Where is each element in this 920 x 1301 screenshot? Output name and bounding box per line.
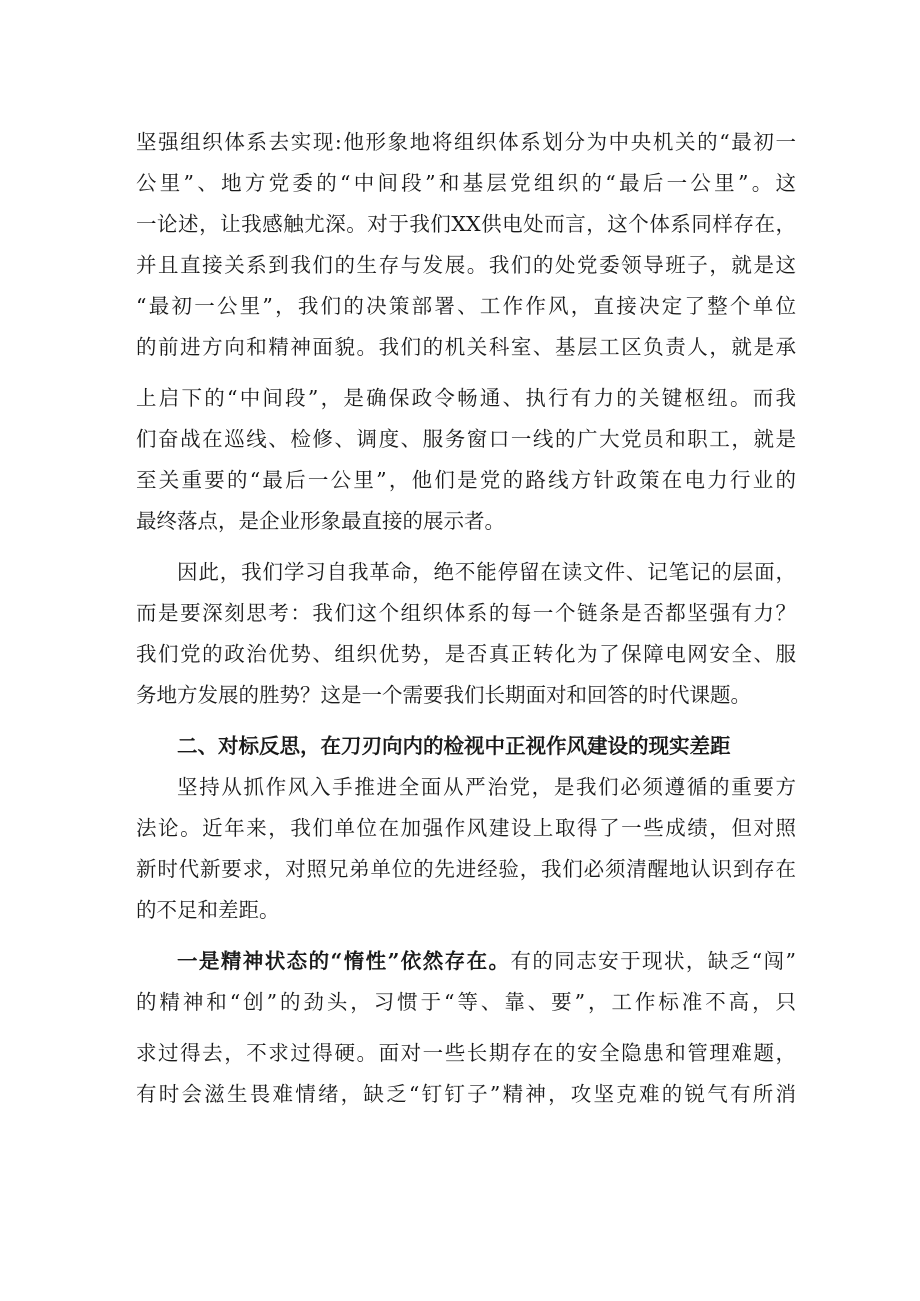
paragraph-line: 公里”、地方党委的“中间段”和基层党组织的“最后一公里”。这 [136,171,796,195]
paragraph-line: 一论述，让我感触尤深。对于我们XX供电处而言，这个体系同样存在， [136,212,796,236]
paragraph-line: 有时会滋生畏难情绪，缺乏“钉钉子”精神，攻坚克难的锐气有所消 [136,1082,796,1106]
paragraph-line: 并且直接关系到我们的生存与发展。我们的处党委领导班子，就是这 [136,253,796,277]
paragraph-line: 法论。近年来，我们单位在加强作风建设上取得了一些成绩，但对照 [136,816,796,840]
paragraph-line: 的不足和差距。 [136,898,280,922]
paragraph-line: 因此，我们学习自我革命，绝不能停留在读文件、记笔记的层面， [177,560,796,584]
paragraph-line: 的精神和“创”的劲头，习惯于“等、靠、要”，工作标准不高，只 [136,990,796,1014]
bold-lead-phrase: 一是精神状态的“惰性”依然存在。 [177,949,511,973]
paragraph-line: “最初一公里”，我们的决策部署、工作作风，直接决定了整个单位 [136,294,796,318]
paragraph-line: 求过得去，不求过得硬。面对一些长期存在的安全隐患和管理难题， [136,1041,796,1065]
paragraph-line: 我们党的政治优势、组织优势，是否真正转化为了保障电网安全、服 [136,642,796,666]
paragraph-line: 的前进方向和精神面貌。我们的机关科室、基层工区负责人，就是承 [136,335,796,359]
paragraph-line: 至关重要的“最后一公里”，他们是党的路线方针政策在电力行业的 [136,468,796,492]
paragraph-line: 坚持从抓作风入手推进全面从严治党，是我们必须遵循的重要方 [177,775,796,799]
paragraph-line: 务地方发展的胜势？这是一个需要我们长期面对和回答的时代课题。 [136,683,751,707]
paragraph-line: 最终落点，是企业形象最直接的展示者。 [136,509,505,533]
paragraph-line [136,941,796,981]
paragraph-line: 上启下的“中间段”，是确保政令畅通、执行有力的关键枢纽。而我 [136,386,796,410]
paragraph-line: 新时代新要求，对照兄弟单位的先进经验，我们必须清醒地认识到存在 [136,857,796,881]
paragraph-line: 坚强组织体系去实现:他形象地将组织体系划分为中央机关的“最初一 [136,130,796,154]
paragraph-line: 而是要深刻思考：我们这个组织体系的每一个链条是否都坚强有力？ [136,601,796,625]
paragraph-text: 有的同志安于现状，缺乏“闯” [510,949,796,973]
paragraph-line: 们奋战在巡线、检修、调度、服务窗口一线的广大党员和职工，就是 [136,427,796,451]
section-heading: 二、对标反思，在刀刃向内的检视中正视作风建设的现实差距 [177,734,731,758]
